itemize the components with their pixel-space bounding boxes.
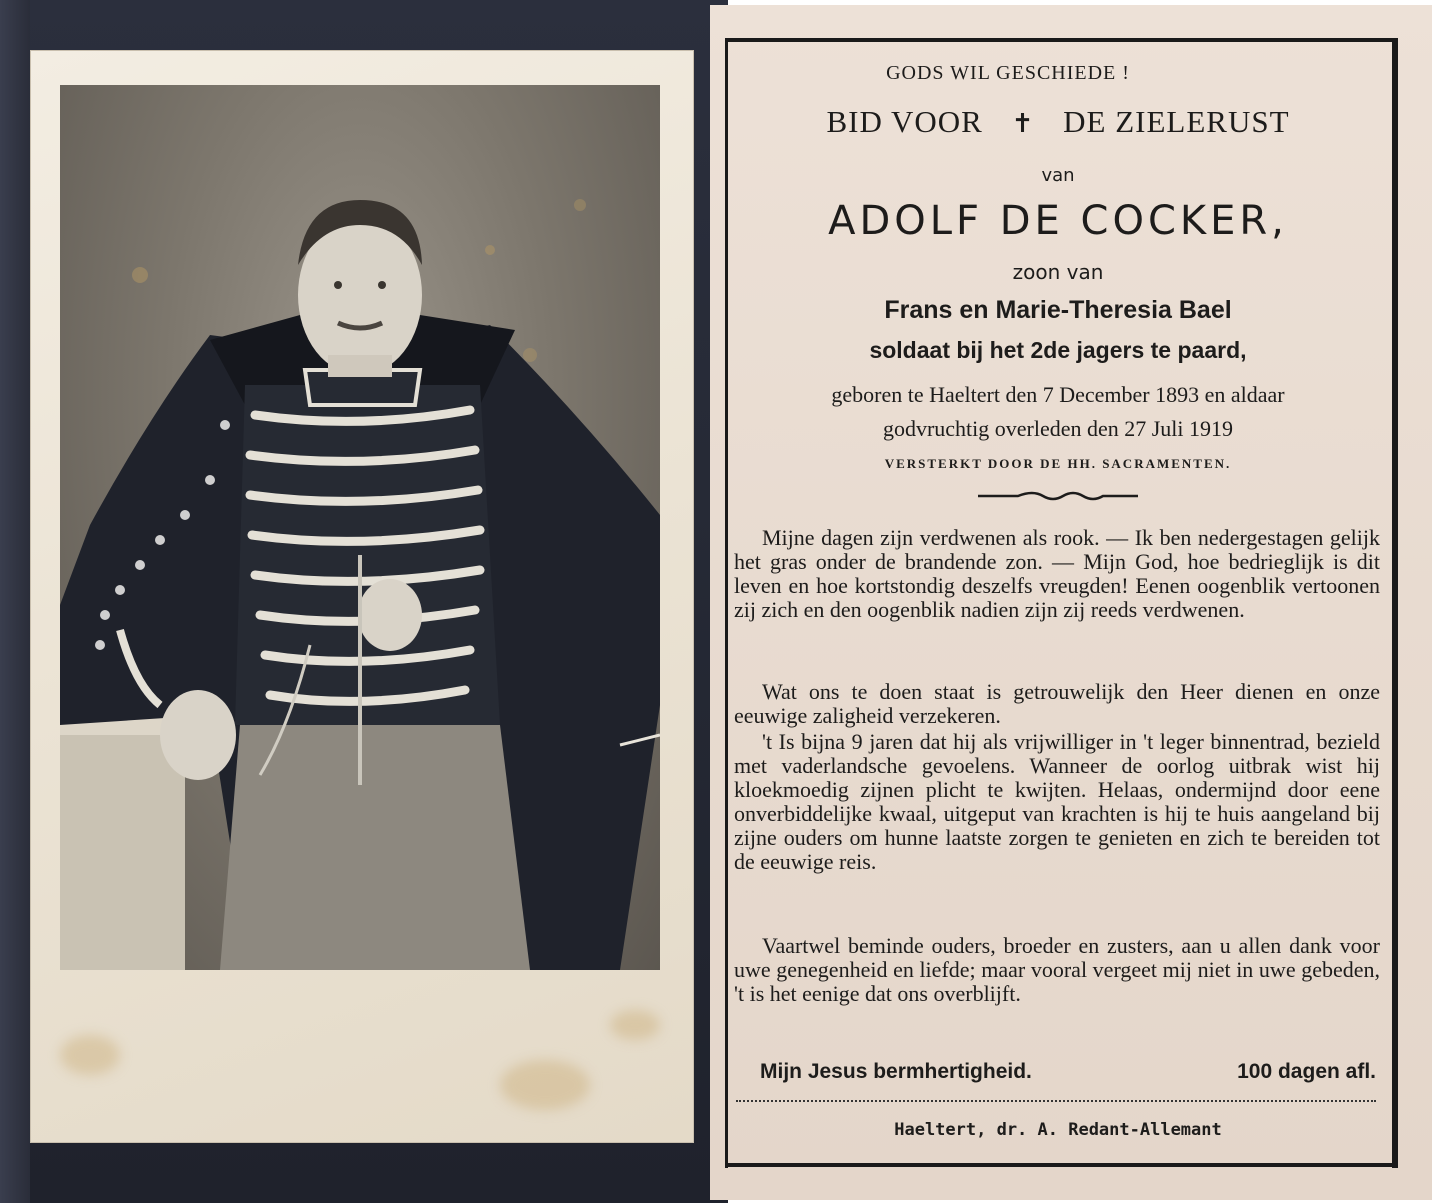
ornament-divider bbox=[978, 488, 1138, 504]
paragraph-1: Mijne dagen zijn verdwenen als rook. — Ik ben nedergestagen gelijk het gras onder de brandende zon. — Mijn God, hoe bedrieglijk is dit leven en hoe kortstondig deszelfs vreugden! Eenen oogenblik vertoonen zij zich en den oogenblik nadien zijn zij reeds verdwenen. bbox=[734, 525, 1380, 622]
motto: GODS WIL GESCHIEDE ! bbox=[886, 62, 1130, 84]
van-label: van bbox=[1041, 165, 1075, 186]
printer-imprint: Haeltert, dr. A. Redant-Allemant bbox=[894, 1120, 1222, 1140]
closing-prayer: Mijn Jesus bermhertigheid. bbox=[760, 1060, 1032, 1083]
prayer-heading-left: BID VOOR bbox=[826, 104, 983, 139]
paragraph-3: 't Is bijna 9 jaren dat hij als vrijwilliger in 't leger binnentrad, bezield met vaderlandsche gevoelens. Wanneer de oorlog uitbrak wist hij kloekmoedig zijnen plicht te kwijten. Helaas, ondermijnd door eene onverbiddelijke kwaal, uitgeput van krachten is hij te huis aangeland bij zijne ouders om hunne laatste zorgen te genieten en zich te bereiden tot de eeuwige reis. bbox=[734, 729, 1380, 874]
indulgence-note: 100 dagen afl. bbox=[1237, 1060, 1376, 1083]
soldier-portrait-illustration bbox=[60, 85, 660, 970]
cross-icon: ✝ bbox=[1011, 109, 1035, 138]
dotted-separator bbox=[736, 1100, 1376, 1102]
son-of-label: zoon van bbox=[1012, 260, 1104, 284]
prayer-heading bbox=[728, 104, 1388, 140]
prayer-heading-right: DE ZIELERUST bbox=[1063, 104, 1290, 139]
age-stain bbox=[60, 1035, 120, 1075]
sacraments-line: VERSTERKT DOOR DE HH. SACRAMENTEN. bbox=[884, 456, 1232, 471]
frame-top-line bbox=[725, 38, 1397, 42]
soldier-portrait-photo bbox=[60, 85, 660, 970]
death-line: godvruchtig overleden den 27 Juli 1919 bbox=[882, 416, 1234, 441]
birth-line: geboren te Haeltert den 7 December 1893 en aldaar bbox=[831, 382, 1285, 407]
age-stain bbox=[610, 1010, 660, 1040]
parents-names: Frans en Marie-Theresia Bael bbox=[884, 296, 1232, 324]
paragraph-4: Vaartwel beminde ouders, broeder en zusters, aan u allen dank voor uwe genegenheid en liefde; maar vooral vergeet mij niet in uwe gebeden, 't is het eenige dat ons overblijft. bbox=[734, 933, 1380, 1006]
age-stain bbox=[500, 1060, 590, 1110]
deceased-name: ADOLF DE COCKER, bbox=[828, 198, 1288, 244]
paragraph-2: Wat ons te doen staat is getrouwelijk den Heer dienen en onze eeuwige zaligheid verzekeren. bbox=[734, 679, 1380, 728]
frame-right-line bbox=[1392, 38, 1398, 1168]
frame-bottom-line bbox=[725, 1163, 1397, 1167]
closing-prayer-row bbox=[760, 1060, 1376, 1084]
memorial-text bbox=[728, 52, 1388, 1162]
military-rank: soldaat bij het 2de jagers te paard, bbox=[869, 337, 1247, 363]
